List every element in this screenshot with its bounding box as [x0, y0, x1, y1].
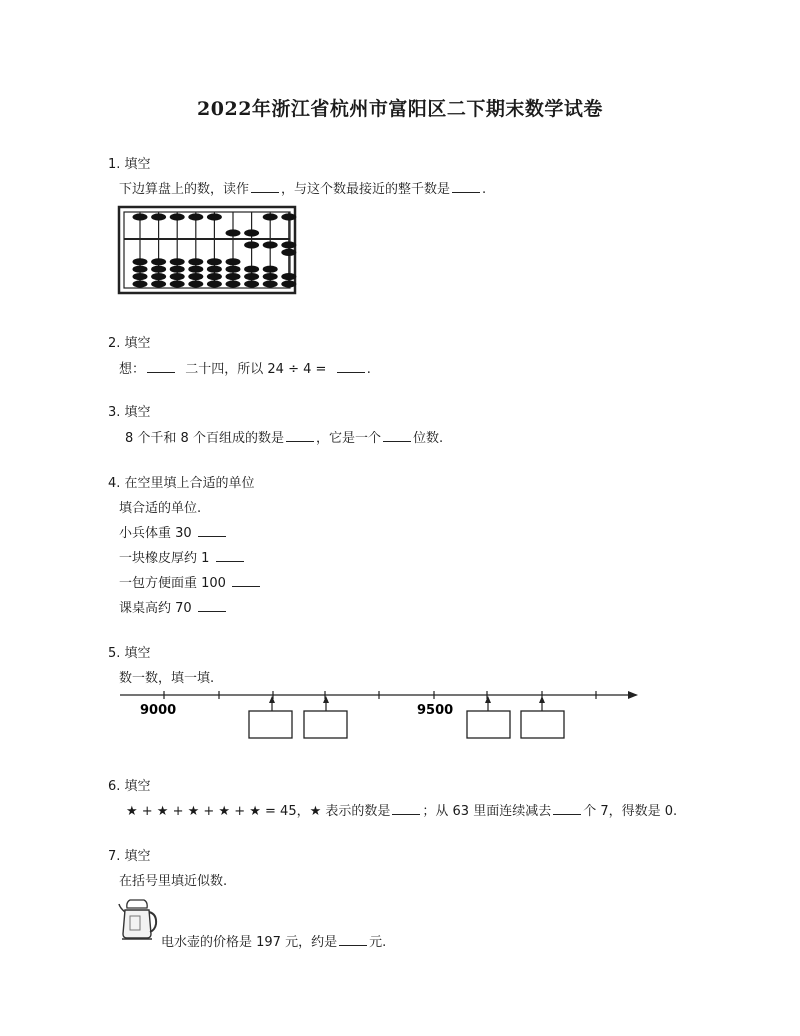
abacus-lower-bead — [226, 258, 241, 265]
question-3-text — [125, 427, 443, 446]
abacus-lower-bead — [133, 280, 148, 287]
q2-text-a: 想： — [119, 362, 146, 377]
up-arrow-icon — [485, 696, 491, 703]
q4-item-1 — [119, 522, 228, 541]
abacus-upper-bead — [151, 213, 166, 220]
abacus-lower-bead — [151, 258, 166, 265]
abacus-upper-bead — [226, 229, 241, 236]
abacus-lower-bead — [188, 273, 203, 280]
q7-blank-1[interactable] — [339, 933, 367, 946]
q2-text-c: . — [366, 362, 371, 377]
question-4-heading: 4. 在空里填上合适的单位 — [108, 476, 255, 491]
abacus-lower-bead — [263, 280, 278, 287]
q4-blank-3[interactable] — [232, 574, 260, 587]
q4-item-3-label: 一包方便面重 100 — [119, 576, 226, 591]
abacus-lower-bead — [133, 273, 148, 280]
q4-item-1-label: 小兵体重 30 — [119, 526, 192, 541]
number-line-answer-box[interactable] — [521, 711, 564, 738]
abacus-upper-bead — [170, 213, 185, 220]
q7-text-a: 电水壶的价格是 197 元，约是 — [161, 935, 338, 950]
abacus-lower-bead — [244, 241, 259, 248]
abacus-lower-bead — [151, 273, 166, 280]
abacus-lower-bead — [133, 258, 148, 265]
abacus-upper-bead — [207, 213, 222, 220]
q3-text-a: 8 个千和 8 个百组成的数是 — [125, 431, 284, 446]
abacus-lower-bead — [170, 280, 185, 287]
abacus-lower-bead — [263, 273, 278, 280]
q3-text-b: ，它是一个 — [315, 431, 381, 446]
number-line-label-9500: 9500 — [417, 703, 454, 718]
q4-intro: 填合适的单位. — [119, 501, 202, 516]
question-6-text — [126, 800, 677, 819]
abacus-lower-bead — [188, 266, 203, 273]
abacus-lower-bead — [170, 273, 185, 280]
abacus-upper-bead — [281, 213, 296, 220]
number-line-answer-box[interactable] — [249, 711, 292, 738]
question-1-text — [119, 178, 486, 197]
page-title: 2022年浙江省杭州市富阳区二下期末数学试卷 — [197, 98, 603, 120]
q1-blank-2[interactable] — [452, 180, 480, 193]
question-7-text — [161, 931, 386, 950]
number-line-label-9000: 9000 — [140, 703, 177, 718]
up-arrow-icon — [323, 696, 329, 703]
q1-text-c: . — [482, 182, 487, 197]
number-line-answer-box[interactable] — [304, 711, 347, 738]
q1-text-b: ，与这个数最接近的整千数是 — [281, 182, 451, 197]
q3-blank-1[interactable] — [286, 429, 314, 442]
abacus-upper-bead — [188, 213, 203, 220]
number-line-figure — [118, 684, 640, 744]
question-5-heading: 5. 填空 — [108, 646, 151, 661]
abacus-lower-bead — [244, 273, 259, 280]
q4-item-4-label: 课桌高约 70 — [119, 601, 192, 616]
question-2-heading: 2. 填空 — [108, 336, 151, 351]
abacus-lower-bead — [263, 266, 278, 273]
q7-text-b: 元. — [369, 935, 387, 950]
abacus-figure — [117, 205, 299, 297]
q5-intro: 数一数，填一填. — [119, 671, 215, 686]
q3-text-c: 位数. — [412, 431, 444, 446]
abacus-lower-bead — [133, 266, 148, 273]
abacus-lower-bead — [226, 273, 241, 280]
abacus-lower-bead — [226, 280, 241, 287]
abacus-upper-bead — [263, 213, 278, 220]
q4-blank-4[interactable] — [198, 599, 226, 612]
q2-blank-1[interactable] — [147, 360, 175, 373]
abacus-lower-bead — [281, 273, 296, 280]
abacus-lower-bead — [263, 241, 278, 248]
kettle-icon — [118, 896, 160, 942]
abacus-upper-bead — [244, 229, 259, 236]
q6-text-b: ；从 63 里面连续减去 — [422, 804, 552, 819]
q7-intro: 在括号里填近似数. — [119, 874, 228, 889]
abacus-lower-bead — [207, 280, 222, 287]
q4-item-3 — [119, 572, 262, 591]
abacus-lower-bead — [207, 258, 222, 265]
question-6-heading: 6. 填空 — [108, 779, 151, 794]
up-arrow-icon — [269, 696, 275, 703]
q4-item-2-label: 一块橡皮厚约 1 — [119, 551, 210, 566]
q4-item-4 — [119, 597, 228, 616]
abacus-lower-bead — [207, 266, 222, 273]
abacus-upper-bead — [133, 213, 148, 220]
up-arrow-icon — [539, 696, 545, 703]
abacus-lower-bead — [170, 266, 185, 273]
abacus-lower-bead — [151, 266, 166, 273]
abacus-lower-bead — [207, 273, 222, 280]
question-7-heading: 7. 填空 — [108, 849, 151, 864]
abacus-lower-bead — [170, 258, 185, 265]
abacus-lower-bead — [281, 249, 296, 256]
q2-blank-2[interactable] — [337, 360, 365, 373]
abacus-lower-bead — [151, 280, 166, 287]
abacus-lower-bead — [226, 266, 241, 273]
number-line-answer-box[interactable] — [467, 711, 510, 738]
abacus-lower-bead — [281, 280, 296, 287]
q4-item-2 — [119, 547, 246, 566]
q6-blank-2[interactable] — [553, 802, 581, 815]
q1-text-a: 下边算盘上的数，读作 — [119, 182, 250, 197]
abacus-lower-bead — [188, 280, 203, 287]
q6-blank-1[interactable] — [392, 802, 420, 815]
abacus-lower-bead — [281, 241, 296, 248]
abacus-lower-bead — [244, 266, 259, 273]
question-2-text — [119, 358, 371, 377]
q2-text-b: 二十四，所以 24 ÷ 4 = — [185, 362, 327, 377]
q6-text-c: 个 7，得数是 0. — [583, 804, 678, 819]
abacus-lower-bead — [244, 280, 259, 287]
q4-blank-1[interactable] — [198, 524, 226, 537]
number-line-arrow-icon — [628, 691, 638, 699]
q1-blank-1[interactable] — [251, 180, 279, 193]
abacus-lower-bead — [188, 258, 203, 265]
q6-text-a: ★ + ★ + ★ + ★ + ★ = 45，★ 表示的数是 — [126, 804, 391, 819]
q3-blank-2[interactable] — [383, 429, 411, 442]
question-1-heading: 1. 填空 — [108, 157, 151, 172]
q4-blank-2[interactable] — [216, 549, 244, 562]
question-3-heading: 3. 填空 — [108, 405, 151, 420]
